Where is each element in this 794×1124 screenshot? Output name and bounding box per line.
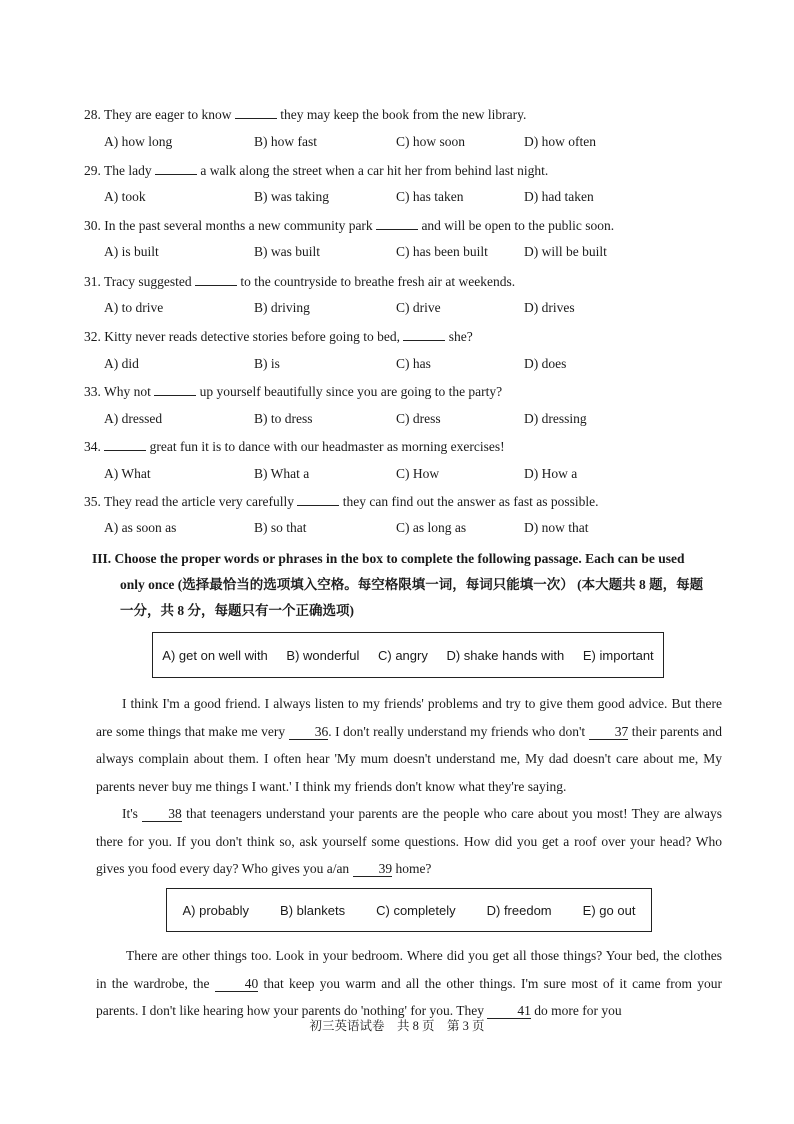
question-stem: 32. Kitty never reads detective stories before going to bed, [84, 329, 401, 344]
option-a: A) dressed [104, 411, 163, 426]
passage-text: There are other things too. Look in your bedroom. Where did you get all those things? Your bed, the clothes in the wardrobe, the [96, 948, 722, 991]
option-c: C) has been built [396, 244, 488, 259]
question-stem: they may keep the book from the new library. [280, 107, 527, 122]
word-choice: C) completely [376, 902, 456, 918]
question-stem: 35. They read the article very carefully [84, 494, 295, 509]
option-d: D) how often [524, 134, 596, 149]
question-31 [84, 273, 515, 290]
option-a: A) as soon as [104, 520, 177, 535]
word-box-2 [166, 888, 652, 932]
section-heading-line: only once (选择最恰当的选项填入空格。每空格限填一词，每词只能填一次） (本大题共 8 题，每题 [120, 577, 704, 592]
answer-blank [297, 493, 339, 506]
option-b: B) was built [254, 244, 320, 259]
question-33 [84, 383, 502, 400]
passage-text: their parents and always complain about them. I often hear 'My mum doesn't understand me, My dad doesn't care about me, My parents never buy me things I want.' I think my friends don't know what they're saying. [96, 723, 723, 794]
option-c: C) has taken [396, 189, 464, 204]
option-d: D) will be built [524, 244, 607, 259]
option-c: C) has [396, 356, 431, 371]
blank-number-38: 38 [142, 807, 182, 822]
blank-number-41: 41 [487, 1004, 531, 1019]
question-stem: 34. [84, 439, 101, 454]
passage-text: that teenagers understand your parents are the people who care about you most! They are always there for you. If you don't think so, ask yourself some questions. How did you get a roof over your head? Who gives you food every day? Who gives you a/an [96, 806, 723, 876]
question-stem: they can find out the answer as fast as possible. [342, 494, 599, 509]
word-choice: B) blankets [280, 902, 346, 918]
answer-blank [376, 217, 418, 230]
option-b: B) driving [254, 300, 310, 315]
option-c: C) as long as [396, 520, 467, 535]
blank-number-39: 39 [353, 862, 393, 877]
answer-blank [403, 328, 445, 341]
word-choice: D) freedom [486, 902, 552, 918]
option-d: D) does [524, 356, 567, 371]
passage-text: . I don't really understand my friends who don't [328, 723, 586, 739]
answer-blank [155, 162, 197, 175]
option-b: B) What a [254, 466, 310, 481]
word-choice: E) important [582, 647, 654, 663]
answer-blank [154, 383, 196, 396]
option-c: C) dress [396, 411, 441, 426]
option-b: B) was taking [254, 189, 329, 204]
question-30 [84, 217, 614, 234]
option-b: B) so that [254, 520, 307, 535]
passage-text: I think I'm a good friend. I always listen to my friends' problems and try to give them good advice. But there are some things that make me very [96, 696, 722, 739]
answer-blank [104, 438, 146, 451]
option-c: C) How [396, 466, 440, 481]
blank-number-36: 36 [289, 725, 329, 740]
option-a: A) is built [104, 244, 159, 259]
option-a: A) took [104, 189, 146, 204]
word-choice: D) shake hands with [446, 647, 565, 663]
option-c: C) drive [396, 300, 441, 315]
question-stem: 33. Why not [84, 384, 151, 399]
section-3-instructions [92, 546, 732, 624]
passage-text: home? [395, 861, 432, 876]
option-b: B) to dress [254, 411, 313, 426]
answer-blank [235, 106, 277, 119]
passage-text: that keep you warm and all the other things. I'm sure most of it came from your parents. I don't like hearing how your parents do 'nothing' for you. They [96, 975, 723, 1018]
passage-text: It's [122, 806, 138, 821]
question-stem: 29. The lady [84, 163, 152, 178]
option-a: A) to drive [104, 300, 164, 315]
question-stem: up yourself beautifully since you are going to the party? [199, 384, 503, 399]
option-b: B) how fast [254, 134, 317, 149]
option-a: A) did [104, 356, 139, 371]
word-choice: C) angry [378, 647, 428, 663]
option-b: B) is [254, 356, 280, 371]
question-stem: she? [448, 329, 473, 344]
blank-number-40: 40 [215, 977, 259, 992]
word-choice: E) go out [582, 902, 636, 918]
question-32 [84, 328, 473, 345]
answer-blank [195, 273, 237, 286]
word-choice: B) wonderful [286, 647, 360, 663]
passage-text: do more for you [534, 1003, 622, 1018]
option-d: D) now that [524, 520, 589, 535]
question-stem: a walk along the street when a car hit her from behind last night. [200, 163, 549, 178]
question-stem: to the countryside to breathe fresh air at weekends. [240, 274, 516, 289]
section-heading-line: 一分，共 8 分，每题只有一个正确选项) [120, 603, 354, 618]
question-35 [84, 493, 598, 510]
word-box-1 [152, 632, 664, 678]
page-footer: 初三英语试卷 共 8 页 第 3 页 [309, 1019, 485, 1033]
question-28 [84, 106, 526, 123]
passage-paragraph-1 [96, 690, 722, 800]
option-d: D) drives [524, 300, 575, 315]
question-stem: 31. Tracy suggested [84, 274, 192, 289]
blank-number-37: 37 [589, 725, 629, 740]
passage-paragraph-3 [96, 942, 722, 1025]
question-stem: 30. In the past several months a new community park [84, 218, 373, 233]
option-d: D) dressing [524, 411, 587, 426]
option-a: A) What [104, 466, 151, 481]
question-34 [84, 438, 505, 455]
option-d: D) had taken [524, 189, 594, 204]
word-choice: A) get on well with [162, 647, 268, 663]
passage-paragraph-2 [96, 800, 722, 883]
section-heading-line: III. Choose the proper words or phrases in the box to complete the following passage. Each can be used [92, 551, 685, 566]
question-29 [84, 162, 548, 179]
option-a: A) how long [104, 134, 173, 149]
option-c: C) how soon [396, 134, 466, 149]
option-d: D) How a [524, 466, 578, 481]
question-stem: 28. They are eager to know [84, 107, 232, 122]
question-stem: great fun it is to dance with our headmaster as morning exercises! [149, 439, 505, 454]
word-choice: A) probably [182, 902, 249, 918]
question-stem: and will be open to the public soon. [421, 218, 615, 233]
